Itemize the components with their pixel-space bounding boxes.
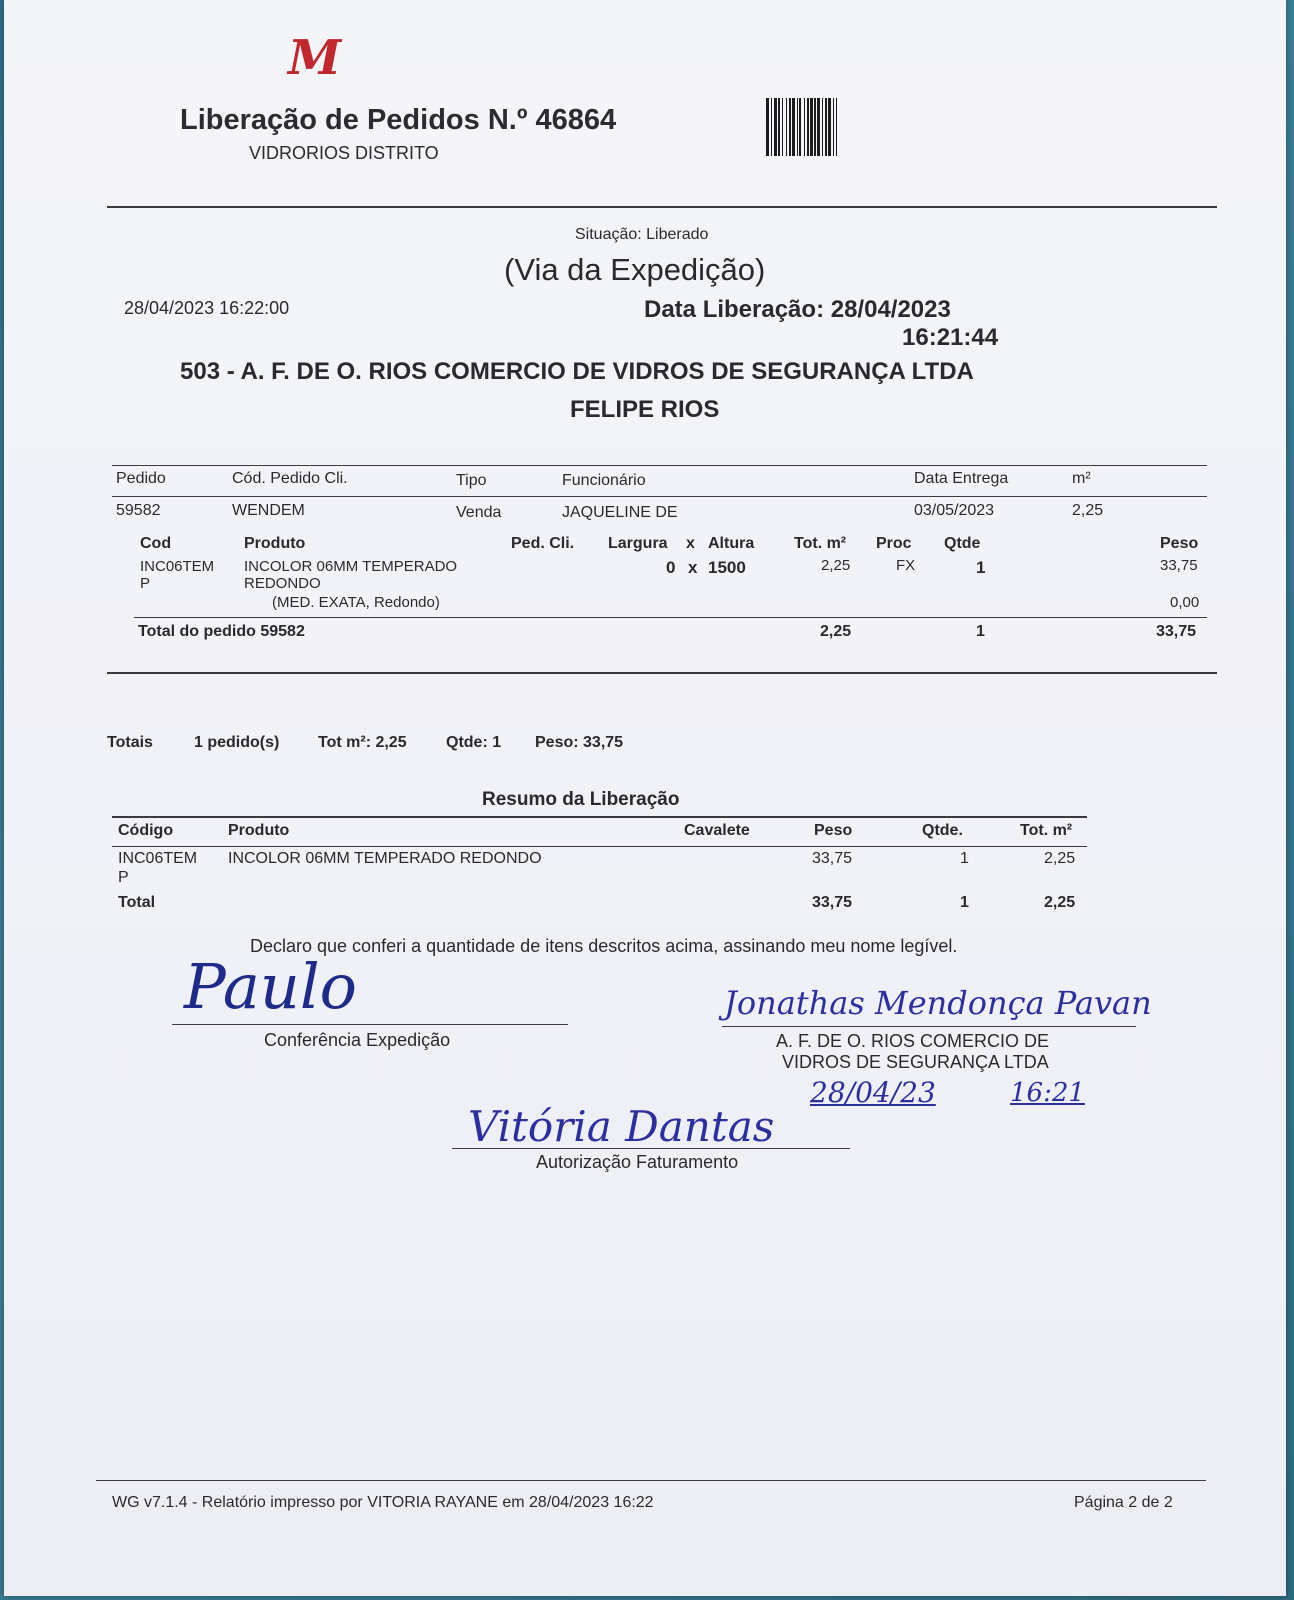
item-col-produto: Produto [244,535,306,552]
resumo-tot-m2: 2,25 [1044,850,1076,867]
order-total-label: Total do pedido 59582 [138,623,305,640]
resumo-col-codigo: Código [118,822,174,839]
item-cod-line2: P [140,575,151,592]
resumo-top-line [112,816,1087,818]
totais-peso: Peso: 33,75 [535,734,624,751]
liberation-date-label: Data Liberação: [644,296,825,323]
resumo-col-peso: Peso [814,822,853,839]
resumo-total-peso: 33,75 [812,894,853,911]
handwritten-time: 16:21 [1010,1078,1085,1108]
barcode [766,98,962,156]
resumo-col-tot-m2: Tot. m² [1020,822,1073,839]
order-total-peso: 33,75 [1156,623,1197,640]
status-text: Situação: Liberado [575,226,709,243]
handwritten-date: 28/04/23 [810,1076,936,1109]
resumo-title: Resumo da Liberação [482,789,680,810]
resumo-header-divider [112,846,1087,847]
resumo-col-produto: Produto [228,822,290,839]
item-col-x: x [686,535,695,552]
item-produto-line2: REDONDO [244,575,321,592]
autorizacao-label: Autorização Faturamento [536,1152,739,1172]
item-col-peso: Peso [1160,535,1199,552]
conferencia-label: Conferência Expedição [264,1030,451,1050]
col-pedido: Pedido [116,470,166,487]
item-peso-extra: 0,00 [1170,594,1200,611]
item-total-divider [134,617,1207,618]
order-total-qtde: 1 [976,623,985,640]
col-funcionario: Funcionário [562,472,646,489]
liberation-date [644,296,951,324]
via-title: (Via da Expedição) [504,252,766,287]
order-m2: 2,25 [1072,502,1104,519]
item-largura: 0 [666,558,676,577]
totais-pedidos: 1 pedido(s) [194,734,280,751]
declaration-text: Declaro que conferi a quantidade de itens descritos acima, assinando meu nome legível. [250,936,958,956]
barcode-bar [837,98,840,156]
col-data-entrega: Data Entrega [914,470,1009,487]
item-produto-line1: INCOLOR 06MM TEMPERADO [244,558,458,575]
liberation-time: 16:21:44 [902,324,999,351]
order-table-top [112,465,1207,466]
autorizacao-signature: Vitória Dantas [468,1102,775,1151]
item-cod-line1: INC06TEM [140,558,215,575]
item-col-altura: Altura [708,535,755,552]
conferencia-signature: Paulo [184,950,357,1023]
client-contact: FELIPE RIOS [570,396,720,423]
resumo-peso: 33,75 [812,850,853,867]
client-sign-line [722,1026,1136,1027]
resumo-col-qtde: Qtde. [922,822,963,839]
item-altura: 1500 [708,558,746,577]
footer-page: Página 2 de 2 [1074,1494,1173,1511]
footer-divider [96,1480,1206,1481]
item-col-qtde: Qtde [944,535,981,552]
item-col-ped-cli: Ped. Cli. [511,535,575,552]
company-subtitle: VIDRORIOS DISTRITO [249,143,439,163]
col-tipo: Tipo [456,472,487,489]
col-m2: m² [1072,470,1091,487]
resumo-total-m2: 2,25 [1044,894,1076,911]
order-total-m2: 2,25 [820,623,852,640]
resumo-produto: INCOLOR 06MM TEMPERADO REDONDO [228,850,542,867]
order-tipo: Venda [456,504,502,521]
resumo-qtde: 1 [960,850,969,867]
autorizacao-line [452,1148,850,1149]
handwritten-mark: M [288,30,342,86]
item-col-proc: Proc [876,535,912,552]
totais-qtde: Qtde: 1 [446,734,502,751]
client-label-line2: VIDROS DE SEGURANÇA LTDA [782,1052,1049,1072]
item-tot-m2: 2,25 [821,557,851,574]
totais-label: Totais [107,734,153,751]
totais-m2: Tot m²: 2,25 [318,734,407,751]
item-col-largura: Largura [608,535,668,552]
footer-left: WG v7.1.4 - Relatório impresso por VITORIA RAYANE em 28/04/2023 16:22 [112,1494,654,1511]
resumo-total-label: Total [118,894,156,911]
order-table-header-divider [112,496,1207,497]
conferencia-line [172,1024,568,1025]
order-section-divider [107,672,1217,674]
item-peso: 33,75 [1160,557,1198,574]
document-page [4,0,1286,1596]
liberation-date-value: 28/04/2023 [830,296,951,323]
resumo-codigo-line1: INC06TEM [118,850,198,867]
resumo-col-cavalete: Cavalete [684,822,750,839]
resumo-codigo-line2: P [118,869,129,886]
order-pedido: 59582 [116,502,161,519]
resumo-total-qtde: 1 [960,894,969,911]
order-funcionario: JAQUELINE DE [562,504,678,521]
client-label-line1: A. F. DE O. RIOS COMERCIO DE [776,1031,1050,1051]
order-data-entrega: 03/05/2023 [914,502,995,519]
printed-datetime: 28/04/2023 16:22:00 [124,298,290,318]
order-cod-cli: WENDEM [232,502,305,519]
item-col-cod: Cod [140,535,172,552]
client-signature: Jonathas Mendonça Pavan [724,984,1152,1022]
client-line: 503 - A. F. DE O. RIOS COMERCIO DE VIDROS DE SEGURANÇA LTDA [180,358,974,385]
header-divider [107,206,1217,208]
item-col-tot-m2: Tot. m² [794,535,847,552]
item-proc: FX [896,557,916,574]
item-x: x [688,558,698,577]
document-title: Liberação de Pedidos N.º 46864 [180,104,617,136]
item-qtde: 1 [976,558,986,577]
item-produto-note: (MED. EXATA, Redondo) [272,594,440,611]
col-cod-pedido-cli: Cód. Pedido Cli. [232,470,348,487]
